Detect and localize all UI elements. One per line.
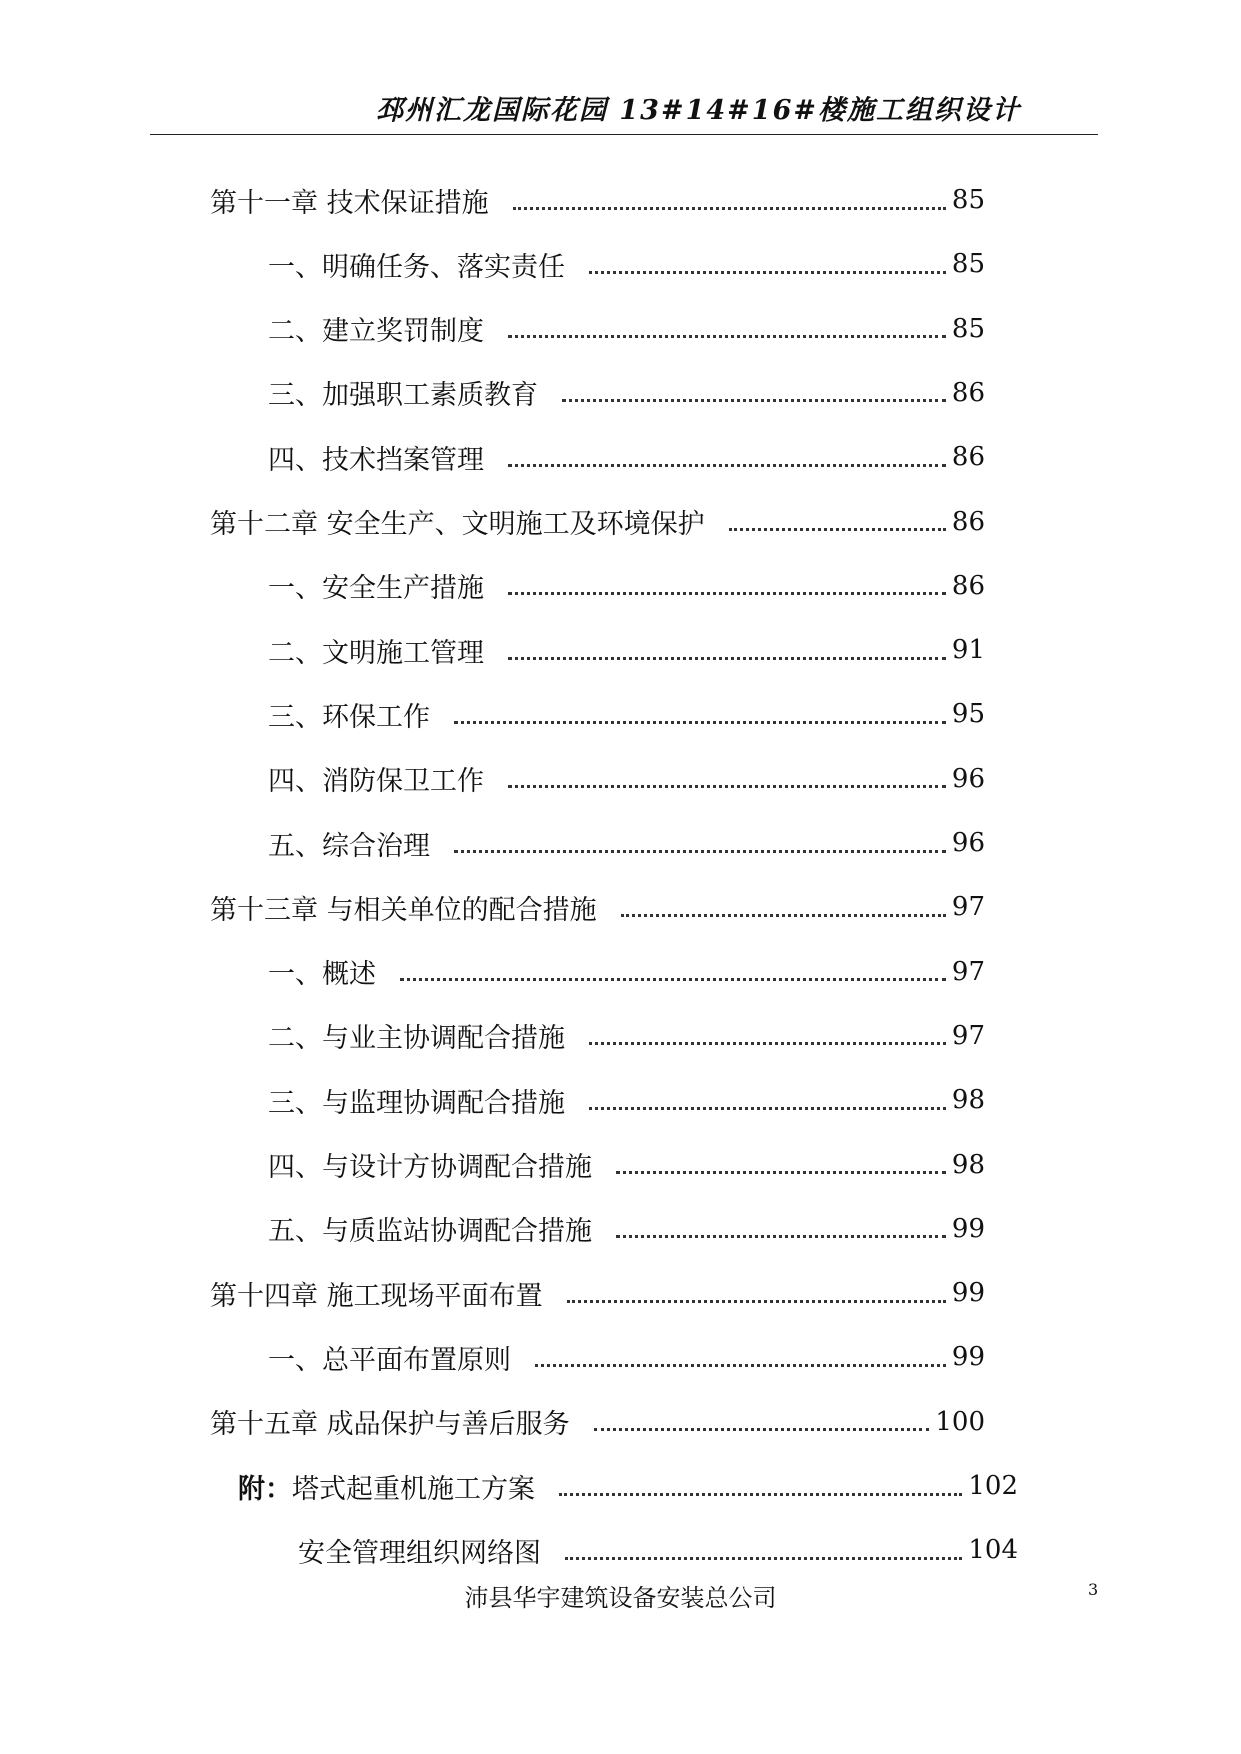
toc-dot-leader <box>508 655 946 660</box>
toc-entry-page: 97 <box>951 892 985 923</box>
toc-entry-text: 第十一章 技术保证措施 <box>210 187 489 219</box>
toc-entry-title <box>268 309 502 348</box>
toc-entry-page: 99 <box>951 1342 985 1373</box>
toc-entry-text: 二、文明施工管理 <box>268 637 484 669</box>
toc-dot-leader <box>559 1491 962 1496</box>
toc-entry-title <box>268 759 502 798</box>
toc-entry-text: 五、综合治理 <box>268 830 430 862</box>
toc-entry-title <box>268 438 502 477</box>
toc-entry-text: 二、建立奖罚制度 <box>268 316 484 348</box>
toc-dot-leader <box>454 719 946 724</box>
toc-entry <box>268 566 985 606</box>
footer-company-name: 沛县华宇建筑设备安装总公司 <box>464 1584 777 1612</box>
toc-entry-title <box>268 1145 610 1184</box>
toc-entry-title <box>210 181 507 220</box>
toc-entry-page: 85 <box>951 249 985 280</box>
toc-dot-leader <box>513 205 946 210</box>
toc-entry-text: 第十四章 施工现场平面布置 <box>210 1280 543 1312</box>
toc-entry-title <box>268 373 556 412</box>
toc-entry-title <box>210 1402 588 1441</box>
toc-entry-text: 安全管理组织网络图 <box>298 1537 541 1569</box>
toc-dot-leader <box>400 976 946 981</box>
toc-entry-text: 一、明确任务、落实责任 <box>268 251 565 283</box>
toc-entry-title <box>298 1531 559 1570</box>
toc-entry-text: 四、技术挡案管理 <box>268 444 484 476</box>
toc-entry <box>268 1337 985 1377</box>
toc-entry-text: 一、安全生产措施 <box>268 573 484 605</box>
toc-entry-title <box>268 631 502 670</box>
toc-entry-page: 85 <box>951 313 985 344</box>
toc-entry-text: 塔式起重机施工方案 <box>292 1473 535 1505</box>
toc-entry-title <box>268 824 448 863</box>
toc-dot-leader <box>594 1426 930 1431</box>
toc-entry <box>268 1016 985 1056</box>
toc-entry-page: 97 <box>951 1020 985 1051</box>
toc-entry <box>268 1209 985 1249</box>
toc-entry-title <box>238 1467 553 1506</box>
document-header-title: 邳州汇龙国际花园 13#14#16#楼施工组织设计 <box>376 95 1021 126</box>
toc-entry-text: 一、概述 <box>268 959 376 991</box>
toc-entry <box>268 309 985 349</box>
toc-entry <box>268 759 985 799</box>
toc-entry-page: 86 <box>951 506 985 537</box>
toc-dot-leader <box>589 1040 946 1045</box>
page-number: 3 <box>1088 1580 1099 1599</box>
toc-entry <box>268 1080 985 1120</box>
toc-entry-page: 98 <box>951 1149 985 1180</box>
toc-entry-text: 第十五章 成品保护与善后服务 <box>210 1409 570 1441</box>
toc-entry-title <box>268 1081 583 1120</box>
toc-entry-text: 第十二章 安全生产、文明施工及环境保护 <box>210 509 705 540</box>
toc-dot-leader <box>621 912 946 917</box>
toc-entry <box>210 502 985 542</box>
toc-entry-page: 97 <box>951 956 985 987</box>
toc-entry <box>268 630 985 670</box>
toc-dot-leader <box>454 848 946 853</box>
toc-entry-page: 96 <box>951 828 985 858</box>
toc-entry-text: 三、加强职工素质教育 <box>268 380 538 412</box>
toc-dot-leader <box>508 333 946 338</box>
toc-entry-title <box>268 1209 610 1248</box>
toc-dot-leader <box>508 462 946 467</box>
toc-entry-text: 五、与质监站协调配合措施 <box>268 1216 592 1248</box>
toc-entry-text: 一、总平面布置原则 <box>268 1344 511 1376</box>
toc-entry <box>268 437 985 477</box>
header-divider <box>150 134 1098 135</box>
toc-entry-title <box>210 888 615 927</box>
toc-entry <box>268 1145 985 1185</box>
toc-entry-title <box>268 566 502 605</box>
toc-entry-page: 104 <box>968 1535 1018 1566</box>
toc-entry-title <box>210 1274 561 1313</box>
toc-entry-page: 100 <box>935 1406 985 1437</box>
toc-entry <box>210 1402 985 1442</box>
toc-entry <box>210 887 985 927</box>
toc-entry-text: 三、与监理协调配合措施 <box>268 1087 565 1119</box>
toc-entry <box>298 1530 1018 1570</box>
toc-dot-leader <box>589 269 946 274</box>
toc-entry-page: 102 <box>968 1471 1018 1501</box>
toc-entry-text: 四、消防保卫工作 <box>268 766 484 798</box>
toc-entry-title <box>268 952 394 991</box>
toc-entry <box>268 373 985 413</box>
toc-entry-text: 四、与设计方协调配合措施 <box>268 1152 592 1183</box>
toc-entry-page: 96 <box>951 763 985 794</box>
toc-entry-title <box>268 245 583 284</box>
toc-entry-page: 98 <box>951 1085 985 1116</box>
toc-entry-title <box>268 695 448 734</box>
toc-entry <box>268 823 985 863</box>
toc-entry <box>210 180 985 220</box>
toc-entry-text: 第十三章 与相关单位的配合措施 <box>210 894 597 926</box>
toc-entry-text: 三、环保工作 <box>268 701 430 733</box>
toc-entry <box>268 952 985 992</box>
toc-entry <box>238 1466 1018 1506</box>
toc-entry-page: 86 <box>951 377 985 408</box>
toc-entry-page: 86 <box>951 442 985 473</box>
toc-entry-text: 二、与业主协调配合措施 <box>268 1023 565 1055</box>
toc-entry-page: 99 <box>951 1278 985 1309</box>
toc-dot-leader <box>567 1298 946 1303</box>
toc-dot-leader <box>565 1555 962 1560</box>
toc-dot-leader <box>562 397 946 402</box>
toc-entry <box>210 1273 985 1313</box>
toc-dot-leader <box>616 1169 946 1174</box>
toc-entry-page: 86 <box>951 570 985 601</box>
toc-dot-leader <box>589 1105 946 1110</box>
toc-entry-page: 99 <box>951 1213 985 1244</box>
toc-dot-leader <box>729 526 946 531</box>
toc-entry-title <box>268 1016 583 1055</box>
toc-dot-leader <box>616 1233 946 1238</box>
toc-entry-title <box>268 1338 529 1377</box>
toc-entry <box>268 694 985 734</box>
toc-entry-page: 95 <box>951 699 985 730</box>
toc-entry-page: 85 <box>951 185 985 215</box>
toc-entry <box>268 244 985 284</box>
toc-dot-leader <box>508 783 946 788</box>
toc-entry-page: 91 <box>951 635 985 666</box>
toc-entry-prefix: 附： <box>238 1473 292 1505</box>
toc-dot-leader <box>535 1362 946 1367</box>
toc-entry-title <box>210 502 723 541</box>
toc-dot-leader <box>508 590 946 595</box>
